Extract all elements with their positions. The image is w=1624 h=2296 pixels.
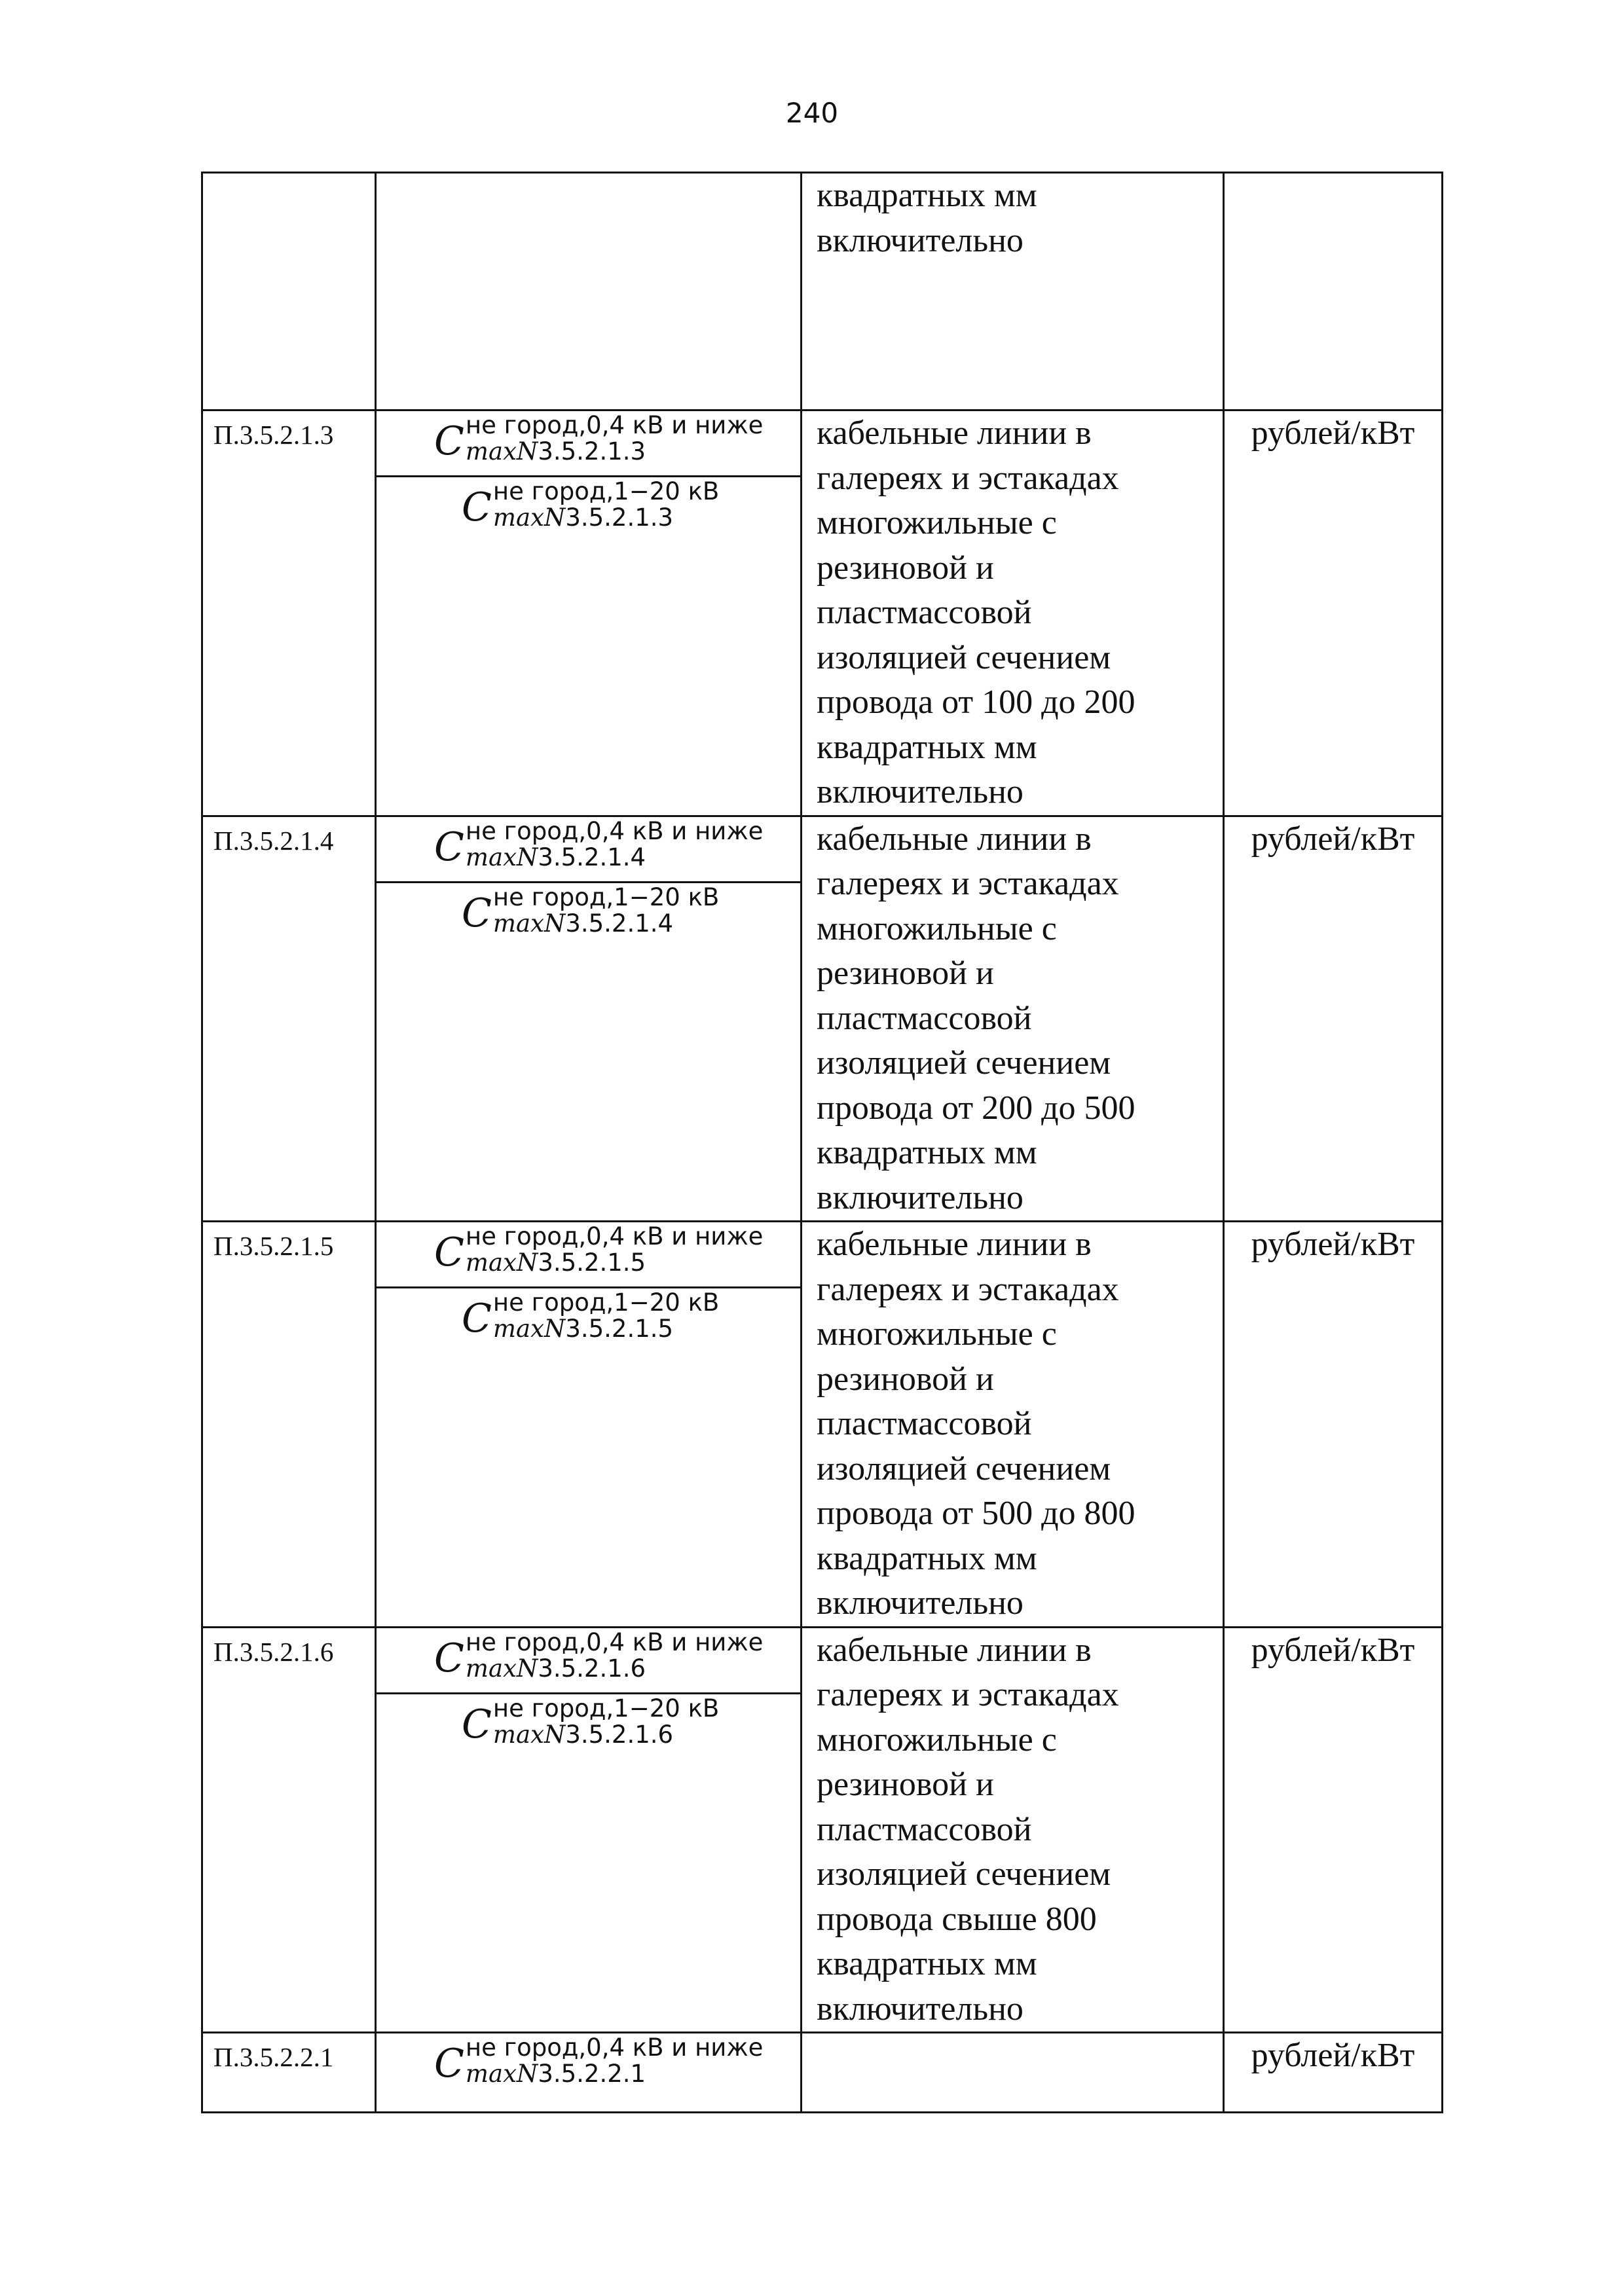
rate-formula	[377, 2033, 800, 2098]
table-row	[202, 173, 1443, 410]
row-code	[203, 173, 375, 177]
formula-subscript	[466, 1656, 764, 1682]
formula-scripts	[466, 818, 764, 871]
formula-symbol: C	[434, 418, 464, 464]
formula-subscript	[466, 845, 764, 871]
formula-scripts	[466, 1630, 764, 1682]
table-row	[202, 2033, 1443, 2113]
table-row	[202, 1222, 1443, 1628]
tariff-table	[201, 172, 1443, 2113]
formula-subscript-variable: maxN	[465, 1654, 538, 1683]
formula-scripts	[466, 412, 764, 465]
formula-subscript-variable: maxN	[492, 1720, 566, 1749]
row-description: кабельные линии в галереях и эстакадах многожильные с резиновой и пластмассовой изоляцией сечением провода от 200 до 500 квадратных мм включительно	[817, 820, 1135, 1216]
row-description: кабельные линии в галереях и эстакадах многожильные с резиновой и пластмассовой изоляцией сечением провода от 100 до 200 квадратных мм включительно	[817, 414, 1135, 811]
row-code: П.3.5.2.1.4	[213, 825, 334, 856]
formula-subscript-variable: maxN	[492, 503, 566, 532]
formula-symbol: C	[462, 1701, 492, 1747]
formula-subscript-number: 3.5.2.1.5	[565, 1315, 674, 1343]
formula-symbol: C	[462, 484, 492, 530]
row-formula-cell	[376, 816, 802, 1222]
tariff-table-body	[202, 173, 1443, 2113]
formula-superscript: не город,0,4 кВ и ниже	[465, 1222, 764, 1250]
rate-formula	[377, 817, 800, 883]
row-description: кабельные линии в галереях и эстакадах многожильные с резиновой и пластмассовой изоляцией сечением провода свыше 800 квадратных мм включительно	[817, 1631, 1119, 2028]
row-formula-cell	[376, 2033, 802, 2113]
formula-group	[377, 817, 800, 937]
rate-formula	[377, 411, 800, 477]
formula-subscript-number: 3.5.2.1.5	[538, 1248, 646, 1277]
formula-superscript: не город,1−20 кВ	[492, 477, 720, 505]
formula-superscript: не город,0,4 кВ и ниже	[465, 2033, 764, 2062]
formula-subscript	[466, 1250, 764, 1276]
row-code: П.3.5.2.2.1	[213, 2042, 334, 2072]
row-code-cell	[202, 173, 376, 410]
row-code: П.3.5.2.1.6	[213, 1636, 334, 1667]
formula-subscript	[493, 505, 719, 531]
row-code-cell	[202, 816, 376, 1222]
formula-scripts	[493, 884, 719, 937]
formula-scripts	[493, 1290, 719, 1342]
row-code: П.3.5.2.1.5	[213, 1231, 334, 1261]
row-unit: рублей/кВт	[1251, 1631, 1415, 1669]
row-description-cell	[802, 1222, 1224, 1628]
table-row	[202, 1627, 1443, 2033]
formula-superscript: не город,1−20 кВ	[492, 1288, 720, 1317]
formula-subscript	[493, 1316, 719, 1342]
row-description-cell	[802, 410, 1224, 816]
rate-formula	[377, 883, 800, 937]
formula-subscript-variable: maxN	[492, 1315, 566, 1343]
row-code-cell	[202, 2033, 376, 2113]
row-code-cell	[202, 1627, 376, 2033]
formula-subscript-number: 3.5.2.1.3	[538, 437, 646, 465]
row-code: П.3.5.2.1.3	[213, 420, 334, 450]
row-unit-cell	[1224, 1627, 1443, 2033]
row-unit: рублей/кВт	[1251, 414, 1415, 452]
row-code-cell	[202, 1222, 376, 1628]
formula-subscript-variable: maxN	[465, 2060, 538, 2088]
formula-superscript: не город,0,4 кВ и ниже	[465, 411, 764, 439]
formula-subscript-variable: maxN	[465, 843, 538, 871]
formula-subscript-number: 3.5.2.1.4	[538, 843, 646, 871]
table-row	[202, 816, 1443, 1222]
formula-scripts	[466, 1224, 764, 1276]
row-unit-cell	[1224, 410, 1443, 816]
row-formula-cell	[376, 173, 802, 410]
formula-subscript-variable: maxN	[465, 437, 538, 465]
formula-scripts	[466, 2035, 764, 2087]
formula-group	[377, 411, 800, 531]
formula-symbol: C	[434, 824, 464, 870]
formula-subscript-number: 3.5.2.1.3	[565, 503, 674, 532]
rate-formula	[377, 1628, 800, 1694]
formula-subscript	[493, 1722, 719, 1748]
formula-scripts	[493, 1696, 719, 1748]
rate-formula	[377, 477, 800, 531]
formula-group	[377, 1222, 800, 1342]
formula-group	[377, 2033, 800, 2098]
row-description: кабельные линии в галереях и эстакадах многожильные с резиновой и пластмассовой изоляцией сечением провода от 500 до 800 квадратных мм включительно	[817, 1226, 1135, 1622]
formula-superscript: не город,0,4 кВ и ниже	[465, 816, 764, 845]
row-formula-cell	[376, 1222, 802, 1628]
row-description: квадратных мм включительно	[817, 177, 1037, 259]
formula-subscript-number: 3.5.2.1.6	[538, 1654, 646, 1683]
formula-subscript-number: 3.5.2.2.1	[538, 2060, 646, 2088]
row-description-cell	[802, 2033, 1224, 2113]
formula-symbol: C	[462, 890, 492, 936]
row-description-cell	[802, 816, 1224, 1222]
formula-subscript-variable: maxN	[465, 1248, 538, 1277]
formula-superscript: не город,0,4 кВ и ниже	[465, 1628, 764, 1656]
rate-formula	[377, 1694, 800, 1748]
formula-symbol: C	[434, 1635, 464, 1681]
formula-subscript-number: 3.5.2.1.4	[565, 909, 674, 938]
formula-group	[377, 1628, 800, 1748]
row-code-cell	[202, 410, 376, 816]
table-row	[202, 410, 1443, 816]
row-unit-cell	[1224, 2033, 1443, 2113]
row-formula-cell	[376, 1627, 802, 2033]
row-unit: рублей/кВт	[1251, 820, 1415, 858]
formula-symbol: C	[434, 1230, 464, 1275]
formula-subscript-number: 3.5.2.1.6	[565, 1720, 674, 1749]
row-unit-cell	[1224, 173, 1443, 410]
formula-subscript	[466, 439, 764, 465]
formula-symbol: C	[462, 1296, 492, 1341]
row-unit: рублей/кВт	[1251, 2037, 1415, 2074]
formula-symbol: C	[434, 2041, 464, 2086]
rate-formula	[377, 1222, 800, 1288]
rate-formula	[377, 1288, 800, 1342]
row-formula-cell	[376, 410, 802, 816]
row-description-cell	[802, 173, 1224, 410]
row-unit-cell	[1224, 816, 1443, 1222]
formula-subscript-variable: maxN	[492, 909, 566, 938]
formula-superscript: не город,1−20 кВ	[492, 883, 720, 911]
page-number: 240	[785, 97, 839, 129]
row-unit: рублей/кВт	[1251, 1226, 1415, 1263]
row-description-cell	[802, 1627, 1224, 2033]
formula-scripts	[493, 479, 719, 531]
formula-subscript	[493, 911, 719, 937]
row-unit-cell	[1224, 1222, 1443, 1628]
formula-subscript	[466, 2061, 764, 2087]
formula-superscript: не город,1−20 кВ	[492, 1694, 720, 1722]
